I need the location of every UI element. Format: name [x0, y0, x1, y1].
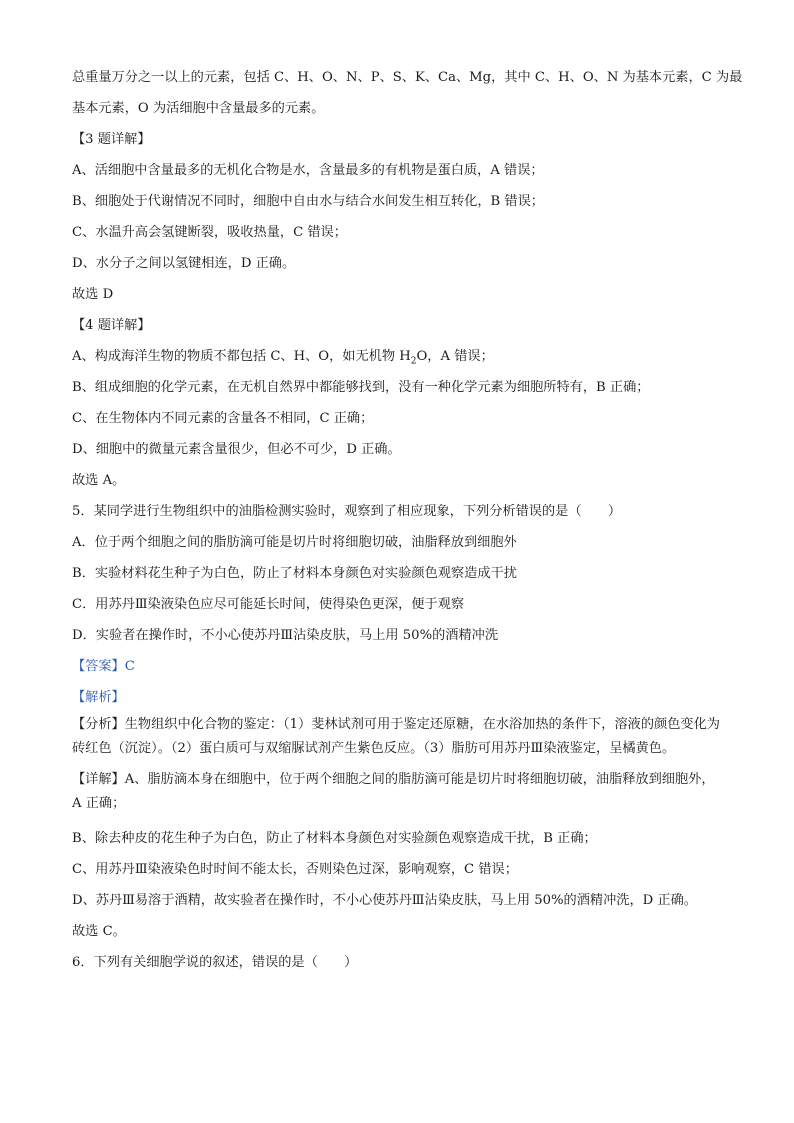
- text-line: B、细胞处于代谢情况不同时，细胞中自由水与结合水间发生相互转化，B 错误；: [72, 194, 544, 209]
- answer-label: 【答案】C: [72, 659, 135, 674]
- detail-paragraph: 【详解】A、脂肪滴本身在细胞中，位于两个细胞之间的脂肪滴可能是切片时将细胞切破，油脂释放到细胞外，A 正确；: [72, 772, 715, 811]
- document-page: [72, 62, 743, 978]
- text-line: 故选 C。: [72, 924, 126, 939]
- option-a: A．位于两个细胞之间的脂肪滴可能是切片时将细胞切破，油脂释放到细胞外: [72, 535, 517, 550]
- text-line: C、水温升高会氢键断裂，吸收热量，C 错误；: [72, 225, 347, 240]
- option-d: D．实验者在操作时，不小心使苏丹Ⅲ沾染皮肤，马上用 50%的酒精冲洗: [72, 628, 499, 643]
- question-stem: 5．某同学进行生物组织中的油脂检测实验时，观察到了相应现象，下列分析错误的是（ ）: [72, 504, 622, 519]
- option-c: C．用苏丹Ⅲ染液染色应尽可能延长时间，使得染色更深，便于观察: [72, 597, 465, 612]
- text-line: B、组成细胞的化学元素，在无机自然界中都能够找到，没有一种化学元素为细胞所特有，B 正确；: [72, 380, 650, 395]
- text-line: D、水分子之间以氢键相连，D 正确。: [72, 256, 296, 271]
- text-line: A、活细胞中含量最多的无机化合物是水，含量最多的有机物是蛋白质，A 错误；: [72, 163, 544, 178]
- analysis-label: 【解析】: [72, 690, 125, 705]
- text-line: 总重量万分之一以上的元素，包括 C、H、O、N、P、S、K、Ca、Mg，其中 C、H、O、N 为基本元素，C 为最: [72, 70, 743, 85]
- text-line: 故选 D: [72, 287, 114, 302]
- option-b: B．实验材料花生种子为白色，防止了材料本身颜色对实验颜色观察造成干扰: [72, 566, 517, 581]
- question-stem: 6．下列有关细胞学说的叙述，错误的是（ ）: [72, 955, 358, 970]
- text-line: 基本元素，O 为活细胞中含量最多的元素。: [72, 101, 325, 116]
- subscript: 2: [410, 356, 417, 367]
- analysis-paragraph: 【分析】生物组织中化合物的鉴定：（1）斐林试剂可用于鉴定还原糖，在水浴加热的条件下，溶液的颜色变化为砖红色（沉淀）。（2）蛋白质可与双缩脲试剂产生紫色反应。（3）脂肪可用苏丹Ⅲ染液鉴定，呈橘黄色。: [72, 717, 720, 756]
- section-heading: 【3 题详解】: [72, 132, 151, 147]
- text-fragment: A、构成海洋生物的物质不都包括 C、H、O，如无机物 H: [72, 349, 411, 364]
- text-line: 故选 A。: [72, 473, 126, 488]
- text-line: D、细胞中的微量元素含量很少，但必不可少，D 正确。: [72, 442, 401, 457]
- text-line: B、除去种皮的花生种子为白色，防止了材料本身颜色对实验颜色观察造成干扰，B 正确；: [72, 831, 597, 846]
- text-fragment: O，A 错误；: [416, 349, 494, 364]
- text-line: [72, 341, 722, 372]
- text-line: C、用苏丹Ⅲ染液染色时时间不能太长，否则染色过深，影响观察，C 错误；: [72, 862, 518, 877]
- text-line: C、在生物体内不同元素的含量各不相同，C 正确；: [72, 411, 374, 426]
- section-heading: 【4 题详解】: [72, 318, 151, 333]
- text-line: D、苏丹Ⅲ易溶于酒精，故实验者在操作时，不小心使苏丹Ⅲ沾染皮肤，马上用 50%的酒精冲洗，D 正确。: [72, 893, 697, 908]
